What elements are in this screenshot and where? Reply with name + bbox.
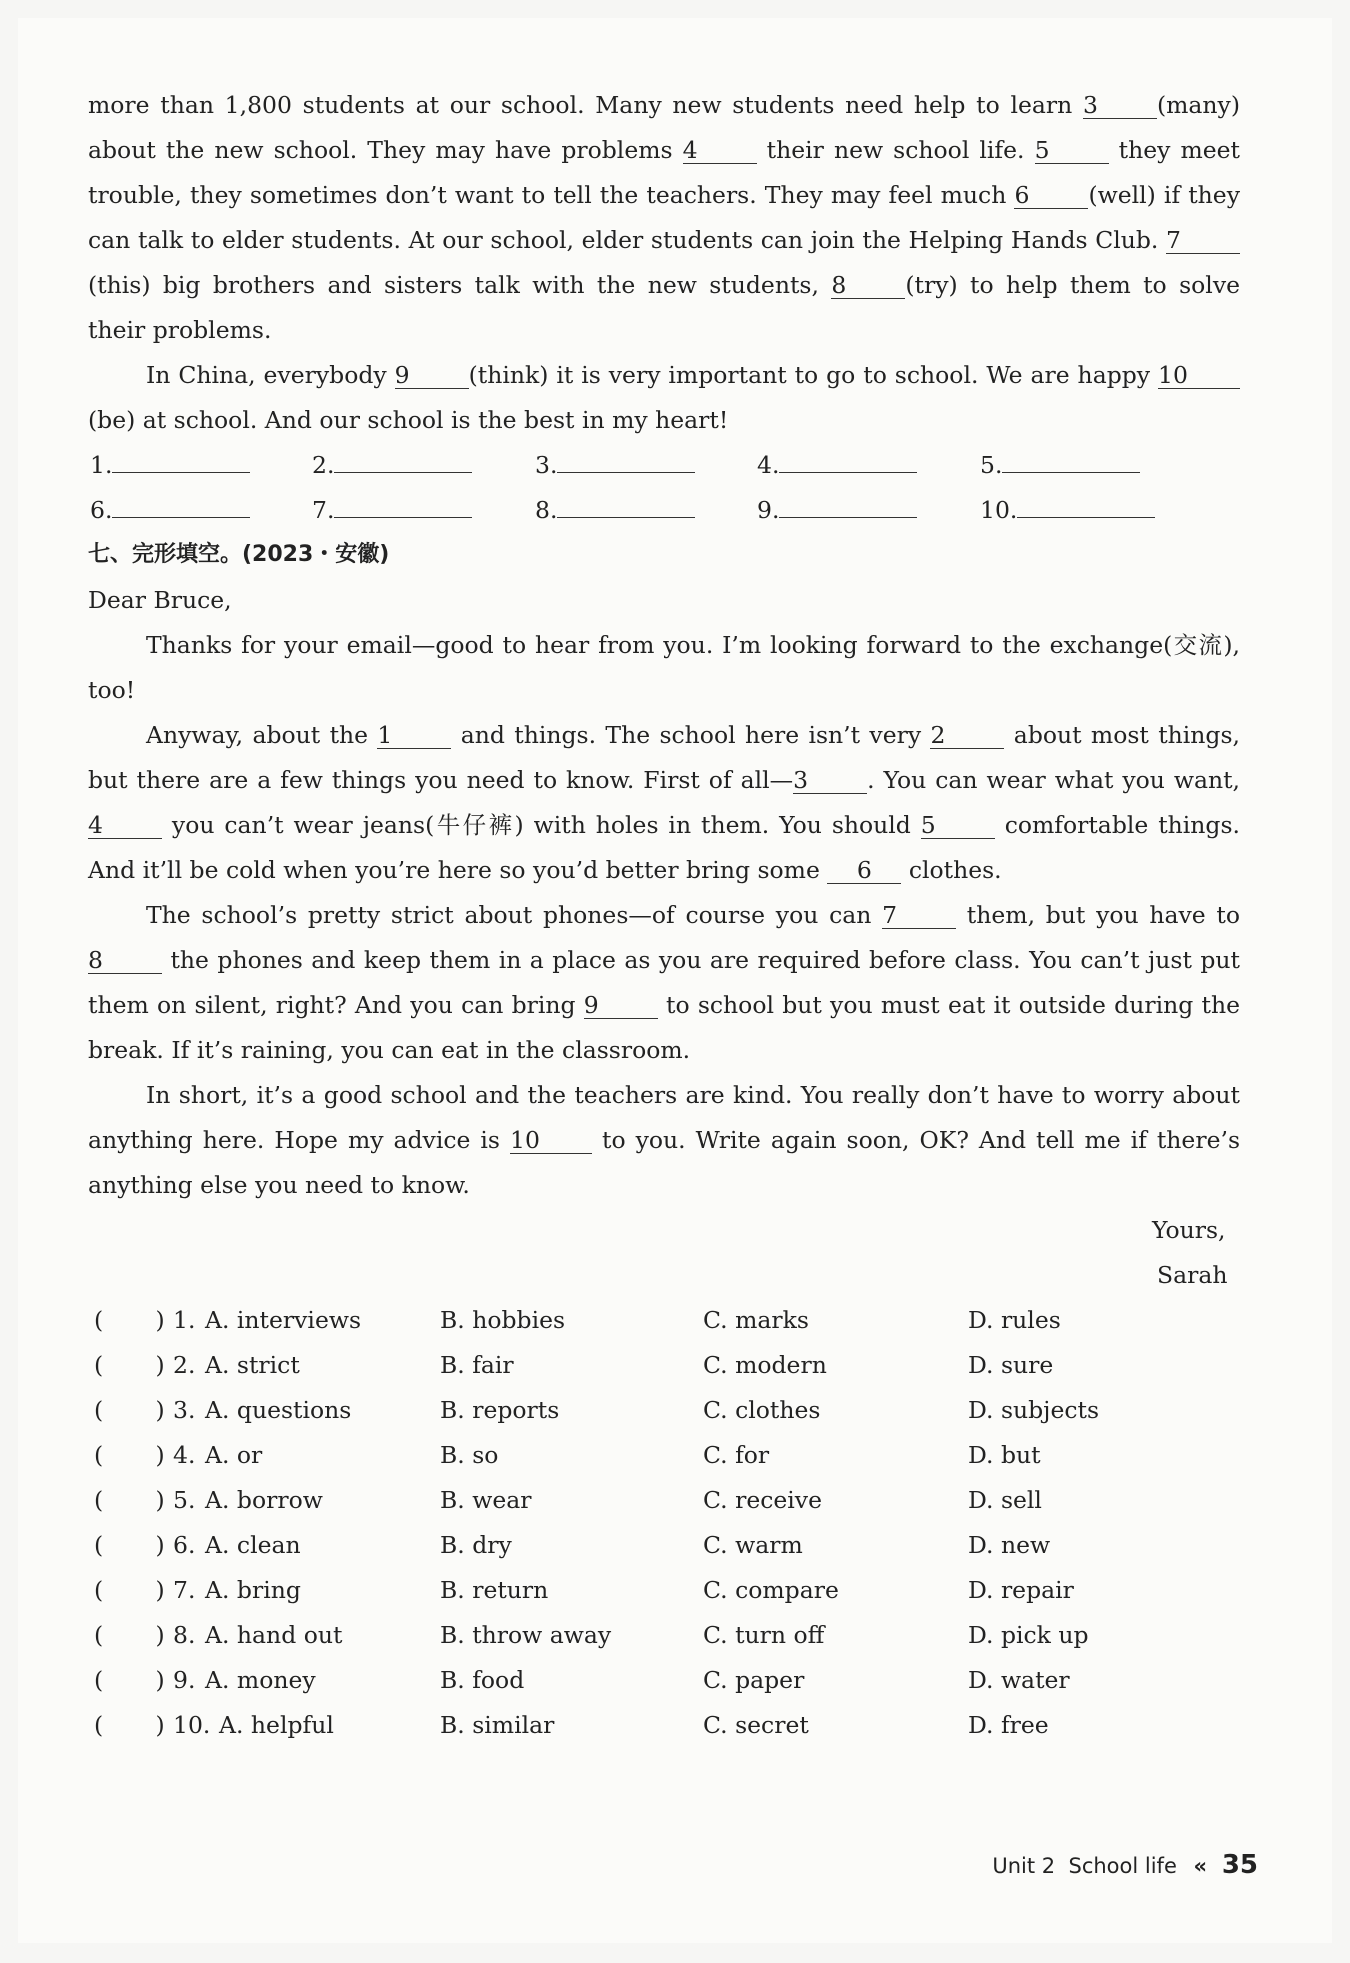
option-b[interactable]: B. similar [440,1711,555,1739]
passage-text: (well) if they [1088,181,1240,209]
section7-heading: 七、完形填空。(2023・安徽) [88,542,390,567]
question-number: 7. [173,1576,196,1604]
option-b[interactable]: B. throw away [440,1621,612,1649]
option-b[interactable]: B. reports [440,1396,560,1424]
option-c[interactable]: C. compare [703,1576,839,1604]
option-a[interactable]: A. bring [205,1576,301,1604]
letter-signature: Sarah [1157,1261,1228,1289]
option-a[interactable]: A. clean [205,1531,301,1559]
option-a[interactable]: A. hand out [205,1621,343,1649]
passage6-line-5 [88,270,1240,300]
answer-paren[interactable]: ( ) [94,1441,165,1469]
passage-text: trouble, they sometimes don’t want to tell the teachers. They may feel much [88,181,1015,209]
option-d[interactable]: D. pick up [968,1621,1089,1649]
passage-text: (be) at school. And our school is the best in my heart! [88,406,729,434]
answer-paren[interactable]: ( ) [94,1531,165,1559]
letter-line-2 [88,675,1240,705]
question-number: 4. [173,1441,196,1469]
answer-paren[interactable]: ( ) [94,1351,165,1379]
answer-paren[interactable]: ( ) [94,1396,165,1424]
option-b[interactable]: B. food [440,1666,525,1694]
passage-text: to school but you must eat it outside during the [657,991,1240,1019]
letter-line-11 [88,1080,1240,1110]
option-d[interactable]: D. subjects [968,1396,1100,1424]
answer-blank-4[interactable]: 4. [757,450,917,480]
letter-line-5 [88,810,1240,840]
letter-line-3 [88,720,1240,750]
inline-blank-3[interactable]: 3 [793,767,867,794]
answer-paren[interactable]: ( ) [94,1306,165,1334]
passage6-line-8 [88,405,1240,435]
option-b[interactable]: B. so [440,1441,499,1469]
letter-line-7 [88,900,1240,930]
inline-blank-7[interactable]: 7 [882,902,956,929]
letter-line-6 [88,855,1240,885]
inline-blank-4[interactable]: 4 [88,812,162,839]
passage6-line-6 [88,315,1240,345]
option-a[interactable]: A. helpful [219,1711,334,1739]
question-number: 8. [173,1621,196,1649]
option-c[interactable]: C. marks [703,1306,809,1334]
option-d[interactable]: D. repair [968,1576,1074,1604]
footer-unit: Unit 2 [992,1854,1056,1878]
inline-blank-7[interactable]: 7 [1166,227,1240,254]
inline-blank-9[interactable]: 9 [584,992,658,1019]
answer-paren[interactable]: ( ) [94,1621,165,1649]
chevron-left-icon: « [1193,1854,1208,1878]
inline-blank-5[interactable]: 5 [921,812,995,839]
answer-blank-5[interactable]: 5. [980,450,1140,480]
option-b[interactable]: B. fair [440,1351,514,1379]
inline-blank-8[interactable]: 8 [831,272,905,299]
answer-blank-6[interactable]: 6. [90,495,250,525]
answer-blank-8[interactable]: 8. [535,495,695,525]
answer-blank-9[interactable]: 9. [757,495,917,525]
passage-text: Anyway, about the [146,721,378,749]
option-d[interactable]: D. rules [968,1306,1061,1334]
passage-text: to you. Write again soon, OK? And tell me if there’s [592,1126,1241,1154]
passage-text: (think) it is very important to go to school. We are happy [468,361,1159,389]
inline-blank-2[interactable]: 2 [930,722,1004,749]
passage-text: In short, it’s a good school and the teachers are kind. You really don’t have to worry about [146,1081,1240,1109]
inline-blank-10[interactable]: 10 [510,1127,592,1154]
option-a[interactable]: A. interviews [205,1306,362,1334]
option-c[interactable]: C. turn off [703,1621,825,1649]
passage-text: comfortable things. [994,811,1241,839]
answer-blank-2[interactable]: 2. [312,450,472,480]
option-d[interactable]: D. but [968,1441,1041,1469]
option-c[interactable]: C. warm [703,1531,803,1559]
passage-text: and things. The school here isn’t very [451,721,931,749]
passage-text: but there are a few things you need to know. First of all— [88,766,794,794]
option-a[interactable]: A. money [205,1666,316,1694]
option-a[interactable]: A. borrow [205,1486,323,1514]
passage-text: (this) big brothers and sisters talk with the new students, [88,271,832,299]
inline-blank-6[interactable]: 6 [1014,182,1088,209]
passage-text: their new school life. [756,136,1035,164]
inline-blank-10[interactable]: 10 [1158,362,1240,389]
letter-line-10 [88,1035,1240,1065]
letter-line-12 [88,1125,1240,1155]
option-c[interactable]: C. receive [703,1486,822,1514]
answer-paren[interactable]: ( ) [94,1711,165,1739]
option-c[interactable]: C. modern [703,1351,827,1379]
passage-text: the phones and keep them in a place as you are required before class. You can’t just put [162,946,1240,974]
passage6-line-4 [88,225,1240,255]
option-c[interactable]: C. clothes [703,1396,821,1424]
passage-text: Thanks for your email—good to hear from you. I’m looking forward to the exchange(交流), [146,631,1240,659]
option-b[interactable]: B. wear [440,1486,532,1514]
passage-text: too! [88,676,136,704]
option-a[interactable]: A. or [205,1441,263,1469]
passage-text: break. If it’s raining, you can eat in the classroom. [88,1036,691,1064]
option-d[interactable]: D. water [968,1666,1070,1694]
answer-paren[interactable]: ( ) [94,1666,165,1694]
option-d[interactable]: D. sell [968,1486,1042,1514]
letter-line-13 [88,1170,1240,1200]
passage6-line-2 [88,135,1240,165]
option-d[interactable]: D. sure [968,1351,1054,1379]
passage-text: anything else you need to know. [88,1171,470,1199]
question-number: 10. [173,1711,211,1739]
letter-line-1 [88,630,1240,660]
passage6-line-3 [88,180,1240,210]
answer-paren[interactable]: ( ) [94,1486,165,1514]
passage-text: (many) [1156,91,1240,119]
inline-blank-4[interactable]: 4 [683,137,757,164]
passage-text: about most things, [1004,721,1240,749]
question-number: 6. [173,1531,196,1559]
passage-text: them, but you have to [956,901,1240,929]
passage-text: In China, everybody [146,361,395,389]
passage-text: you can’t wear jeans(牛仔裤) with holes in them. You should [162,811,921,839]
inline-blank-8[interactable]: 8 [88,947,162,974]
option-b[interactable]: B. return [440,1576,549,1604]
answer-blank-7[interactable]: 7. [312,495,472,525]
option-a[interactable]: A. questions [205,1396,352,1424]
letter-line-4 [88,765,1240,795]
inline-blank-1[interactable]: 1 [377,722,451,749]
paper [18,18,1332,1943]
page-footer [992,1850,1258,1880]
answer-blank-3[interactable]: 3. [535,450,695,480]
letter-greeting: Dear Bruce, [88,586,232,614]
option-d[interactable]: D. free [968,1711,1049,1739]
passage-text: The school’s pretty strict about phones—of course you can [146,901,883,929]
option-b[interactable]: B. hobbies [440,1306,566,1334]
question-number: 2. [173,1351,196,1379]
passage-text: anything here. Hope my advice is [88,1126,510,1154]
question-number: 1. [173,1306,196,1334]
question-number: 9. [173,1666,196,1694]
passage6-line-7 [88,360,1240,390]
passage-text: And it’ll be cold when you’re here so you’d better bring some [88,856,828,884]
letter-line-9 [88,990,1240,1020]
question-number: 3. [173,1396,196,1424]
inline-blank-6[interactable]: 6 [827,857,901,884]
passage-text: about the new school. They may have problems [88,136,683,164]
passage-text: . You can wear what you want, [867,766,1241,794]
passage-text: clothes. [901,856,1002,884]
question-number: 5. [173,1486,196,1514]
answer-paren[interactable]: ( ) [94,1576,165,1604]
option-c[interactable]: C. paper [703,1666,805,1694]
option-a[interactable]: A. strict [205,1351,300,1379]
passage-text: they meet [1108,136,1240,164]
passage-text: their problems. [88,316,272,344]
passage-text: can talk to elder students. At our school, elder students can join the Helping Hands Club. [88,226,1166,254]
option-b[interactable]: B. dry [440,1531,512,1559]
answer-blank-10[interactable]: 10. [980,495,1155,525]
inline-blank-5[interactable]: 5 [1035,137,1109,164]
page-number: 35 [1221,1850,1258,1880]
letter-line-8 [88,945,1240,975]
option-c[interactable]: C. secret [703,1711,809,1739]
passage-text: them on silent, right? And you can bring [88,991,584,1019]
option-d[interactable]: D. new [968,1531,1051,1559]
footer-title: School life [1068,1854,1177,1878]
passage-text: (try) to help them to solve [905,271,1240,299]
passage-text: more than 1,800 students at our school. Many new students need help to learn [88,91,1083,119]
letter-closing: Yours, [1152,1216,1226,1244]
option-c[interactable]: C. for [703,1441,770,1469]
inline-blank-3[interactable]: 3 [1083,92,1157,119]
passage6-line-1 [88,90,1240,120]
inline-blank-9[interactable]: 9 [395,362,469,389]
answer-blank-1[interactable]: 1. [90,450,250,480]
